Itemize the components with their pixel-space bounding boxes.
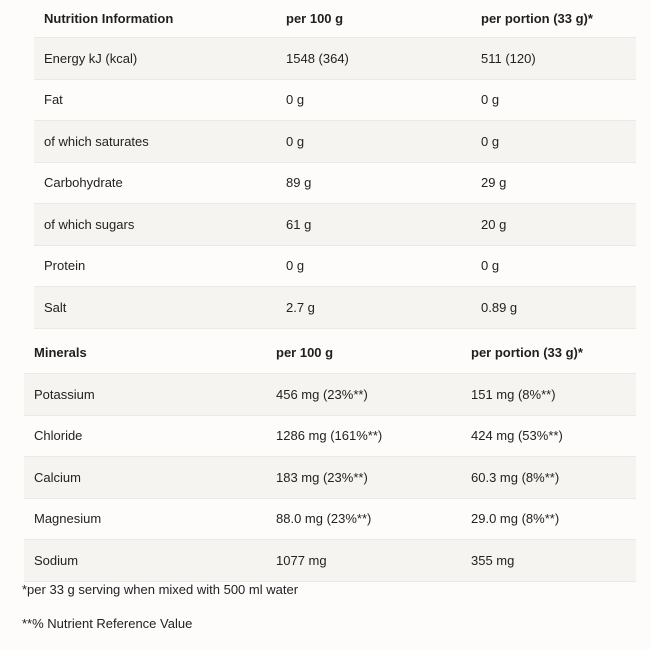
table-row xyxy=(24,499,636,541)
footnotes xyxy=(22,583,298,650)
row-portion: 29.0 mg (8%**) xyxy=(471,511,560,527)
row-per100: 88.0 mg (23%**) xyxy=(276,511,372,527)
row-per100: 0 g xyxy=(286,133,305,149)
row-portion: 511 (120) xyxy=(481,50,536,66)
row-per100: 2.7 g xyxy=(286,299,315,315)
table-row xyxy=(34,287,636,329)
table-row xyxy=(34,246,636,288)
table-row xyxy=(24,540,636,582)
row-label: Energy kJ (kcal) xyxy=(44,50,138,66)
table-row xyxy=(24,457,636,499)
row-portion: 0.89 g xyxy=(481,299,518,315)
table-row xyxy=(34,80,636,122)
row-label: Potassium xyxy=(34,386,95,402)
row-portion: 151 mg (8%**) xyxy=(471,386,556,402)
row-portion: 424 mg (53%**) xyxy=(471,428,563,444)
nutrition-header-per100: per 100 g xyxy=(286,11,344,26)
minerals-header-label: Minerals xyxy=(34,345,87,360)
row-label: Calcium xyxy=(34,469,81,485)
row-portion: 0 g xyxy=(481,258,500,274)
nutrition-header-label: Nutrition Information xyxy=(44,11,174,26)
row-portion: 29 g xyxy=(481,175,507,191)
row-per100: 1077 mg xyxy=(276,552,327,568)
row-portion: 60.3 mg (8%**) xyxy=(471,469,560,485)
row-label: Fat xyxy=(44,92,63,108)
row-portion: 0 g xyxy=(481,133,500,149)
row-per100: 456 mg (23%**) xyxy=(276,386,368,402)
table-row xyxy=(24,416,636,458)
row-per100: 1286 mg (161%**) xyxy=(276,428,383,444)
nutrition-header-row xyxy=(34,0,636,38)
row-label: of which sugars xyxy=(44,216,135,232)
row-label: Magnesium xyxy=(34,511,102,527)
row-per100: 61 g xyxy=(286,216,312,232)
table-row xyxy=(34,121,636,163)
minerals-table xyxy=(24,332,636,582)
minerals-header-portion: per portion (33 g)* xyxy=(471,345,583,360)
row-label: Sodium xyxy=(34,552,79,568)
table-row xyxy=(34,163,636,205)
row-label: Chloride xyxy=(34,428,83,444)
row-portion: 0 g xyxy=(481,92,500,108)
row-label: of which saturates xyxy=(44,133,149,149)
table-row xyxy=(24,374,636,416)
row-portion: 20 g xyxy=(481,216,507,232)
nutrition-table xyxy=(34,0,636,329)
row-label: Carbohydrate xyxy=(44,175,123,191)
row-label: Salt xyxy=(44,299,67,315)
row-per100: 89 g xyxy=(286,175,312,191)
nutrition-header-portion: per portion (33 g)* xyxy=(481,11,593,26)
row-label: Protein xyxy=(44,258,86,274)
footnote-nrv: **% Nutrient Reference Value xyxy=(22,616,193,631)
row-per100: 183 mg (23%**) xyxy=(276,469,368,485)
row-per100: 0 g xyxy=(286,92,305,108)
row-portion: 355 mg xyxy=(471,552,515,568)
footnote-serving: *per 33 g serving when mixed with 500 ml water xyxy=(22,582,299,597)
row-per100: 0 g xyxy=(286,258,305,274)
table-row xyxy=(34,38,636,80)
minerals-header-row xyxy=(24,332,636,374)
table-row xyxy=(34,204,636,246)
minerals-header-per100: per 100 g xyxy=(276,345,334,360)
row-per100: 1548 (364) xyxy=(286,50,349,66)
